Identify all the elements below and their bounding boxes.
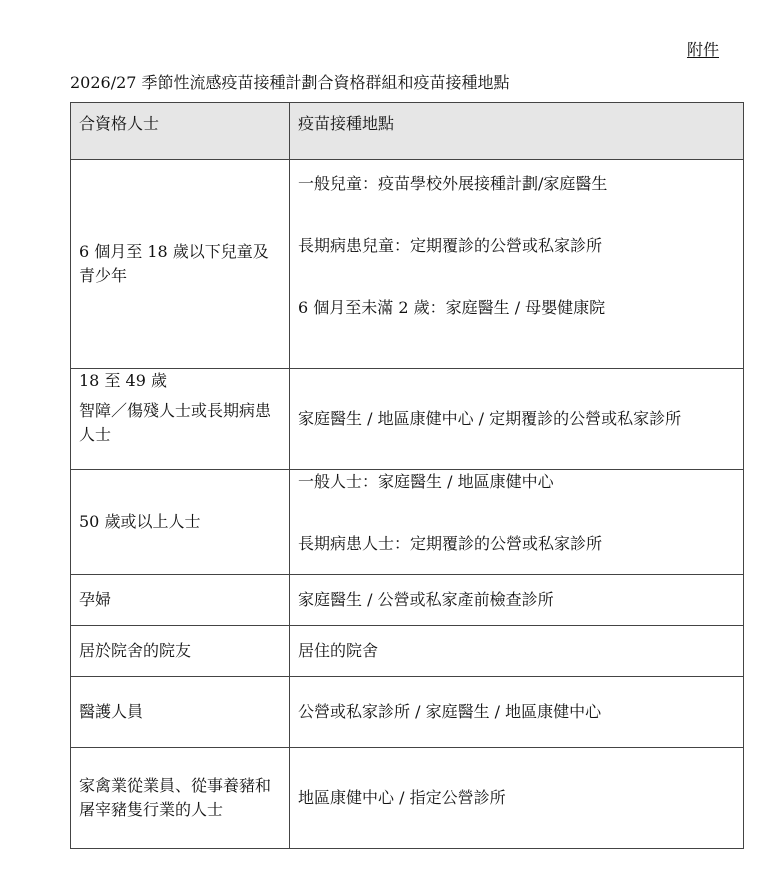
location-cell	[290, 626, 744, 677]
location-text: 公營或私家診所 / 家庭醫生 / 地區康健中心	[298, 702, 602, 721]
group-text: 50 歲或以上人士	[79, 512, 201, 531]
location-cell	[290, 677, 744, 748]
group-text: 6 個月至 18 歲以下兒童及青少年	[79, 242, 269, 285]
header-vaccination-venues: 疫苗接種地點	[290, 103, 744, 160]
table-row	[71, 369, 744, 470]
group-cell	[71, 575, 290, 626]
table-row	[71, 470, 744, 575]
group-text: 家禽業從業員、從事養豬和屠宰豬隻行業的人士	[79, 776, 272, 819]
location-cell	[290, 160, 744, 369]
document-title: 2026/27 季節性流感疫苗接種計劃合資格群組和疫苗接種地點	[70, 73, 510, 92]
table-row	[71, 626, 744, 677]
location-text: 長期病患兒童：定期覆診的公營或私家診所	[298, 236, 603, 255]
group-cell	[71, 677, 290, 748]
location-cell	[290, 369, 744, 470]
location-text: 家庭醫生 / 公營或私家產前檢查診所	[298, 590, 554, 609]
location-text: 長期病患人士：定期覆診的公營或私家診所	[298, 534, 603, 553]
location-text: 地區康健中心 / 指定公營診所	[298, 788, 506, 807]
table-row	[71, 748, 744, 849]
group-cell	[71, 748, 290, 849]
group-cell	[71, 470, 290, 575]
location-text: 家庭醫生 / 地區康健中心 / 定期覆診的公營或私家診所	[298, 409, 682, 428]
location-text: 居住的院舍	[298, 641, 379, 660]
location-text: 一般人士：家庭醫生 / 地區康健中心	[298, 472, 554, 491]
eligibility-table	[70, 102, 744, 849]
annex-label: 附件	[686, 40, 719, 59]
group-cell	[71, 369, 290, 470]
location-cell	[290, 575, 744, 626]
location-text: 一般兒童：疫苗學校外展接種計劃/家庭醫生	[298, 174, 608, 193]
table-row	[71, 160, 744, 369]
group-cell	[71, 160, 290, 369]
table-row	[71, 677, 744, 748]
location-cell	[290, 748, 744, 849]
header-eligible-groups: 合資格人士	[71, 103, 290, 160]
location-cell	[290, 470, 744, 575]
group-text: 居於院舍的院友	[79, 641, 192, 660]
table-row	[71, 575, 744, 626]
group-text: 醫護人員	[79, 702, 144, 721]
table-header-row	[71, 103, 744, 160]
location-text: 6 個月至未滿 2 歲：家庭醫生 / 母嬰健康院	[298, 298, 606, 317]
group-text: 孕婦	[79, 590, 112, 609]
group-cell	[71, 626, 290, 677]
group-text: 智障／傷殘人士或長期病患人士	[79, 401, 272, 444]
group-text: 18 至 49 歲	[79, 371, 167, 390]
